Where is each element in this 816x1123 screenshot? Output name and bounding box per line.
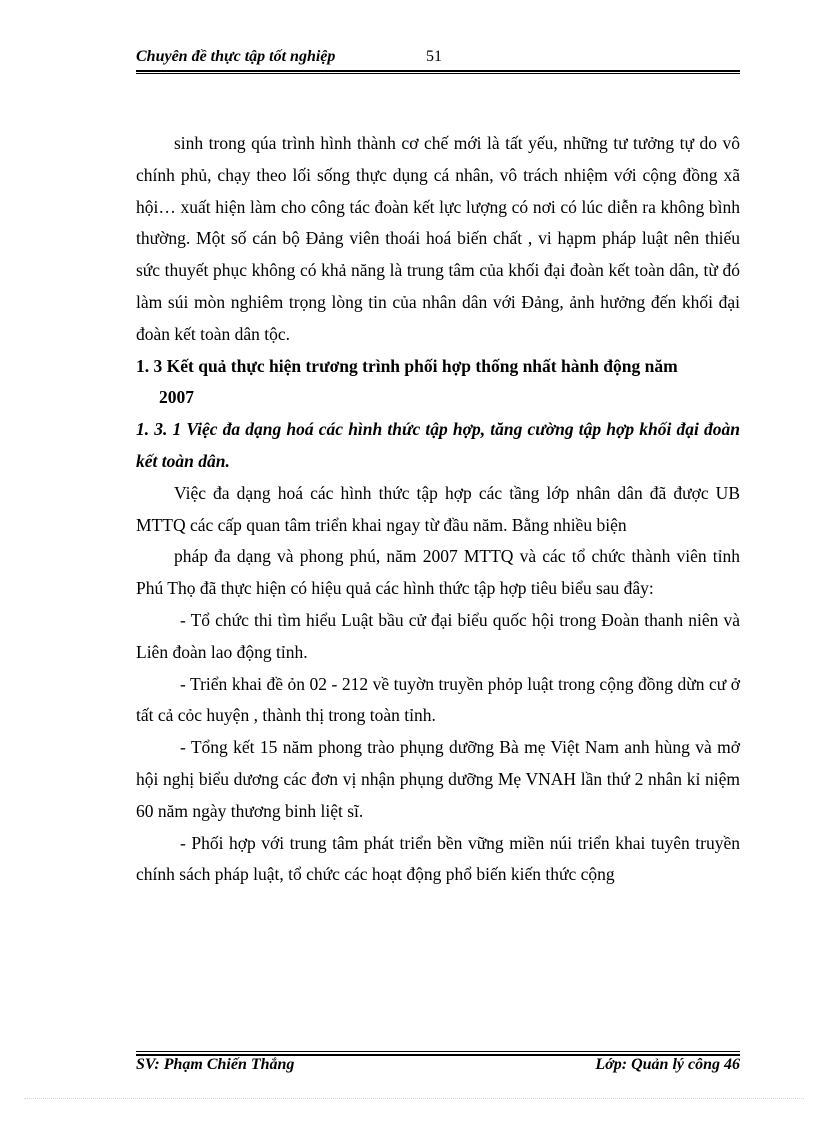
- paragraph-1: sinh trong qúa trình hình thành cơ chế mới là tất yếu, những tư tưởng tự do vô chính phủ, chạy theo lối sống thực dụng cá nhân, vô trách nhiệm với cộng đồng xã hội… xuất hiện làm cho công tác đoàn kết lực lượng có nơi có lúc diễn ra không bình thường. Một số cán bộ Đảng viên thoái hoá biến chất , vi hạpm pháp luật nên thiếu sức thuyết phục không có khả năng là trung tâm của khối đại đoàn kết toàn dân, từ đó làm súi mòn nghiêm trọng lòng tin của nhân dân với Đảng, ảnh hưởng đến khối đại đoàn kết toàn dân tộc.: [136, 133, 740, 344]
- section-heading-1-3: 1. 3 Kết quả thực hiện trương trình phối hợp thống nhất hành động năm: [136, 355, 678, 376]
- list-item: - Tổng kết 15 năm phong trào phụng dưỡng Bà mẹ Việt Nam anh hùng và mở hội nghị biểu dương các đơn vị nhận phụng dưỡng Mẹ VNAH lần thứ 2 nhân kỉ niệm 60 năm ngày thương binh liệt sĩ.: [136, 737, 740, 821]
- paragraph-2b: pháp đa dạng và phong phú, năm 2007 MTTQ và các tổ chức thành viên tỉnh Phú Thọ đã thực hiện có hiệu quả các hình thức tập hợp tiêu biểu sau đây:: [136, 546, 740, 599]
- page-number: 51: [426, 48, 442, 65]
- header-title: Chuyên đề thực tập tốt nghiệp: [136, 48, 336, 65]
- header-rule: [136, 70, 740, 72]
- paragraph-2a: Việc đa dạng hoá các hình thức tập hợp các tầng lớp nhân dân đã được UB MTTQ các cấp quan tâm triển khai ngay từ đầu năm. Bằng nhiều biện: [136, 482, 740, 535]
- list-item: - Tổ chức thi tìm hiểu Luật bầu cử đại biểu quốc hội trong Đoàn thanh niên và Liên đoàn lao động tỉnh.: [136, 609, 740, 662]
- footer-class: Lớp: Quản lý công 46: [595, 1056, 740, 1073]
- list-item: - Triển khai đề ỏn 02 - 212 về tuyờn truyền phỏp luật trong cộng đồng dừn cư ở tất cả cỏc huyện , thành thị trong toàn tỉnh.: [136, 673, 740, 726]
- subsection-heading-1-3-1: 1. 3. 1 Việc đa dạng hoá các hình thức tập hợp, tăng cường tập hợp khối đại đoàn kết toàn dân.: [136, 419, 740, 471]
- list-item: - Phối hợp với trung tâm phát triển bền vững miền núi triển khai tuyên truyền chính sách pháp luật, tổ chức các hoạt động phổ biến kiến thức cộng: [136, 832, 740, 885]
- footer-rule-thin: [136, 1051, 740, 1052]
- footer-student: SV: Phạm Chiến Thắng: [136, 1056, 295, 1073]
- page-header: [136, 48, 740, 72]
- header-rule-thin: [136, 73, 740, 74]
- page-edge-divider: [24, 1098, 804, 1099]
- section-heading-1-3-continued: 2007: [159, 387, 194, 408]
- body-text: [136, 128, 740, 891]
